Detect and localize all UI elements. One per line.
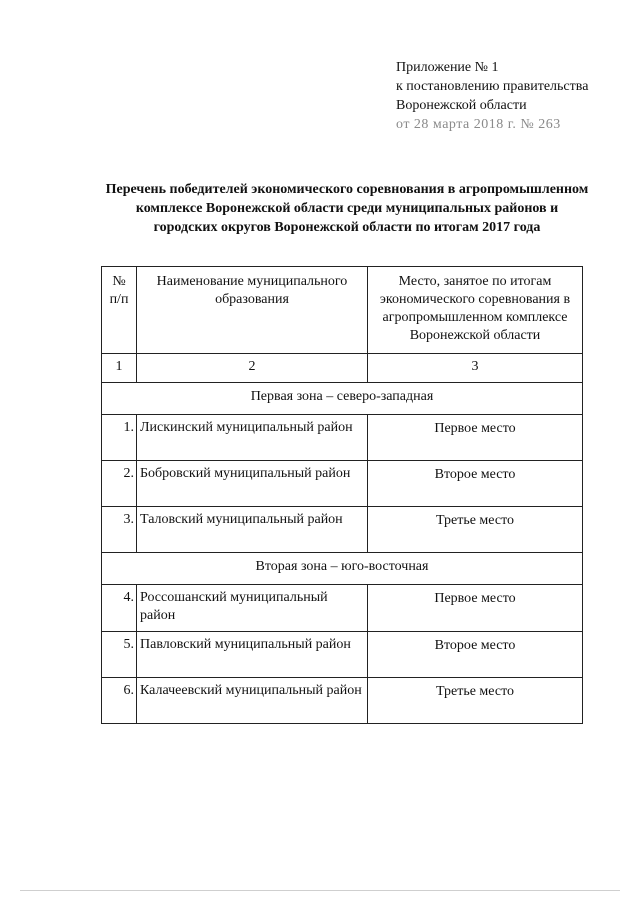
appendix-date: от 28 марта 2018 г. № 263 bbox=[396, 117, 561, 132]
table-row bbox=[102, 461, 583, 507]
zone-row bbox=[102, 553, 583, 585]
document-title: Перечень победителей экономического соревнования в агропромышленном комплексе Воронежской области среди муниципальных районов и городских округов Воронежской области по итогам 2017 года bbox=[105, 182, 589, 235]
column-number: 2 bbox=[137, 354, 368, 383]
row-number: 5. bbox=[102, 632, 137, 678]
table-row bbox=[102, 678, 583, 724]
place-value: Второе место bbox=[368, 632, 583, 678]
municipality-name: Россошанский муниципальный район bbox=[137, 585, 368, 632]
page-bottom-divider bbox=[20, 890, 620, 891]
place-value: Третье место bbox=[368, 678, 583, 724]
row-number: 1. bbox=[102, 415, 137, 461]
row-number: 3. bbox=[102, 507, 137, 553]
place-value: Первое место bbox=[368, 415, 583, 461]
column-number: 1 bbox=[102, 354, 137, 383]
table-row bbox=[102, 415, 583, 461]
zone-row bbox=[102, 383, 583, 415]
row-number: 6. bbox=[102, 678, 137, 724]
table-row bbox=[102, 507, 583, 553]
municipality-name: Калачеевский муниципальный район bbox=[137, 678, 368, 724]
zone-name: Вторая зона – юго-восточная bbox=[102, 553, 583, 585]
appendix-resolution: к постановлению правительства bbox=[396, 79, 589, 94]
column-number-row bbox=[102, 354, 583, 383]
appendix-number: Приложение № 1 bbox=[396, 60, 499, 75]
appendix-block bbox=[396, 58, 588, 134]
table-row bbox=[102, 632, 583, 678]
appendix-region: Воронежской области bbox=[396, 98, 527, 113]
table-row bbox=[102, 585, 583, 632]
winners-table bbox=[101, 266, 583, 724]
column-number: 3 bbox=[368, 354, 583, 383]
header-municipality: Наименование муниципального образования bbox=[137, 267, 368, 354]
zone-name: Первая зона – северо-западная bbox=[102, 383, 583, 415]
municipality-name: Павловский муниципальный район bbox=[137, 632, 368, 678]
row-number: 2. bbox=[102, 461, 137, 507]
place-value: Второе место bbox=[368, 461, 583, 507]
municipality-name: Лискинский муниципальный район bbox=[137, 415, 368, 461]
place-value: Первое место bbox=[368, 585, 583, 632]
row-number: 4. bbox=[102, 585, 137, 632]
place-value: Третье место bbox=[368, 507, 583, 553]
header-number: № п/п bbox=[102, 267, 137, 354]
municipality-name: Бобровский муниципальный район bbox=[137, 461, 368, 507]
table-header-row bbox=[102, 267, 583, 354]
header-place: Место, занятое по итогам экономического соревнования в агропромышленном комплексе Воронежской области bbox=[368, 267, 583, 354]
municipality-name: Таловский муниципальный район bbox=[137, 507, 368, 553]
